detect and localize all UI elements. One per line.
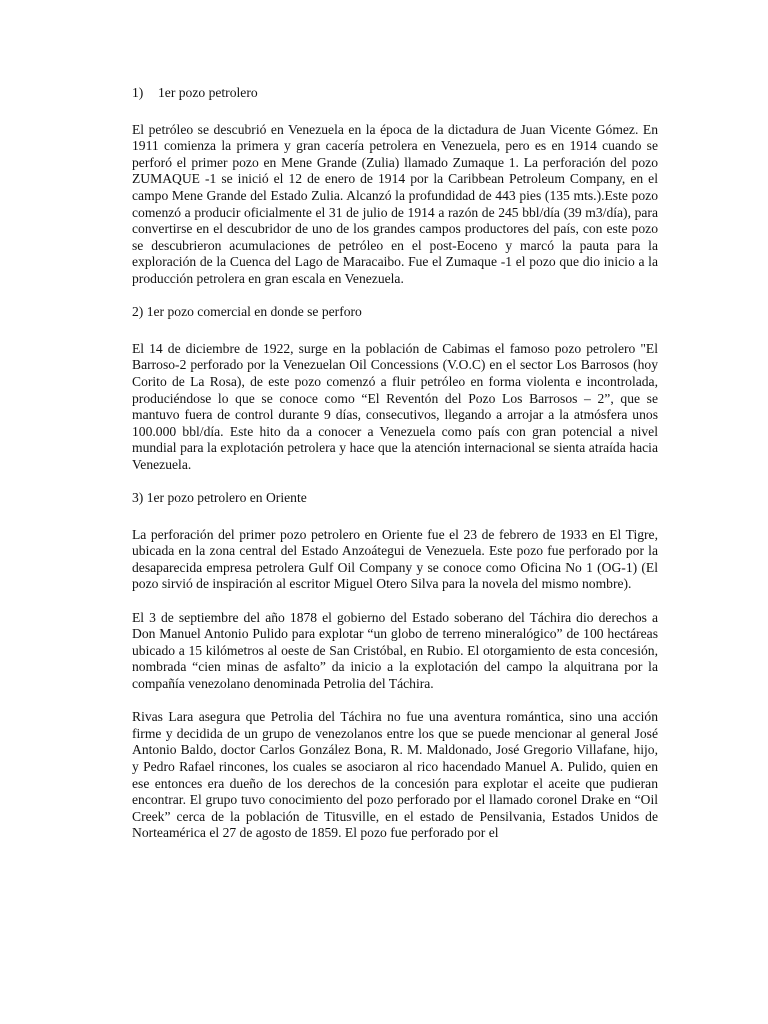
section-3-paragraph-3: Rivas Lara asegura que Petrolia del Táchira no fue una aventura romántica, sino una acción firme y decidida de un grupo de venezolanos entre los que se puede mencionar al general José Antonio Baldo, doctor Carlos González Bona, R. M. Maldonado, José Gregorio Villafane, hijo, y Pedro Rafael rincones, los cuales se asociaron al rico hacendado Manuel A. Pulido, quien en ese entonces era dueño de los derechos de la concesión para explotar el aceite que pudieran encontrar. El grupo tuvo conocimiento del pozo perforado por el llamado coronel Drake en “Oil Creek” cerca de la población de Titusville, en el estado de Pensilvania, Estados Unidos de Norteamérica el 27 de agosto de 1859. El pozo fue perforado por el [132, 709, 658, 841]
section-2-paragraph-1: El 14 de diciembre de 1922, surge en la población de Cabimas el famoso pozo petrolero "El Barroso-2 perforado por la Venezuelan Oil Concessions (V.O.C) en el sector Los Barrosos (hoy Corito de La Rosa), de este pozo comenzó a fluir petróleo en forma violenta e incontrolada, produciéndose lo que se conoce como “El Reventón del Pozo Los Barrosos – 2”, que se mantuvo fuera de control durante 9 días, consecutivos, llegando a arrojar a la atmósfera unos 100.000 bbl/día. Este hito da a conocer a Venezuela como país con gran potencial a nivel mundial para la explotación petrolera y hace que la atención internacional se sienta atraída hacia Venezuela. [132, 340, 658, 472]
section-3-heading: 3) 1er pozo petrolero en Oriente [132, 490, 307, 506]
section-1-title: 1er pozo petrolero [158, 85, 258, 100]
section-1-number: 1) [132, 85, 144, 100]
section-2-heading: 2) 1er pozo comercial en donde se perforo [132, 304, 362, 320]
section-3-paragraph-2: El 3 de septiembre del año 1878 el gobierno del Estado soberano del Táchira dio derechos a Don Manuel Antonio Pulido para explotar “un globo de terreno mineralógico” de 100 hectáreas ubicado a 15 kilómetros al oeste de San Cristóbal, en Rubio. El otorgamiento de esta concesión, nombrada “cien minas de asfalto” da inicio a la explotación del campo la alquitrana por la compañía venezolano denominada Petrolia del Táchira. [132, 609, 658, 691]
section-1-paragraph-1: El petróleo se descubrió en Venezuela en la época de la dictadura de Juan Vicente Gómez. En 1911 comienza la primera y gran cacería petrolera en Venezuela, pero es en 1914 cuando se perforó el primer pozo en Mene Grande (Zulia) llamado Zumaque 1. La perforación del pozo ZUMAQUE -1 se inició el 12 de enero de 1914 por la Caribbean Petroleum Company, en el campo Mene Grande del Estado Zulia. Alcanzó la profundidad de 443 pies (135 mts.).Este pozo comenzó a producir oficialmente el 31 de julio de 1914 a razón de 245 bbl/día (39 m3/día), para convertirse en el descubridor de uno de los grandes campos productores del país, con este pozo se descubrieron acumulaciones de petróleo en el post-Eoceno y marcó la pauta para la exploración de la Cuenca del Lago de Maracaibo. Fue el Zumaque -1 el pozo que dio inicio a la producción petrolera en gran escala en Venezuela. [132, 121, 658, 286]
section-3-paragraph-1: La perforación del primer pozo petrolero en Oriente fue el 23 de febrero de 1933 en El Tigre, ubicada en la zona central del Estado Anzoátegui de Venezuela. Este pozo fue perforado por la desaparecida empresa petrolera Gulf Oil Company y se conoce como Oficina No 1 (OG-1) (El pozo sirvió de inspiración al escritor Miguel Otero Silva para la novela del mismo nombre). [132, 526, 658, 592]
section-1-heading [132, 85, 658, 102]
document-page [132, 85, 658, 859]
